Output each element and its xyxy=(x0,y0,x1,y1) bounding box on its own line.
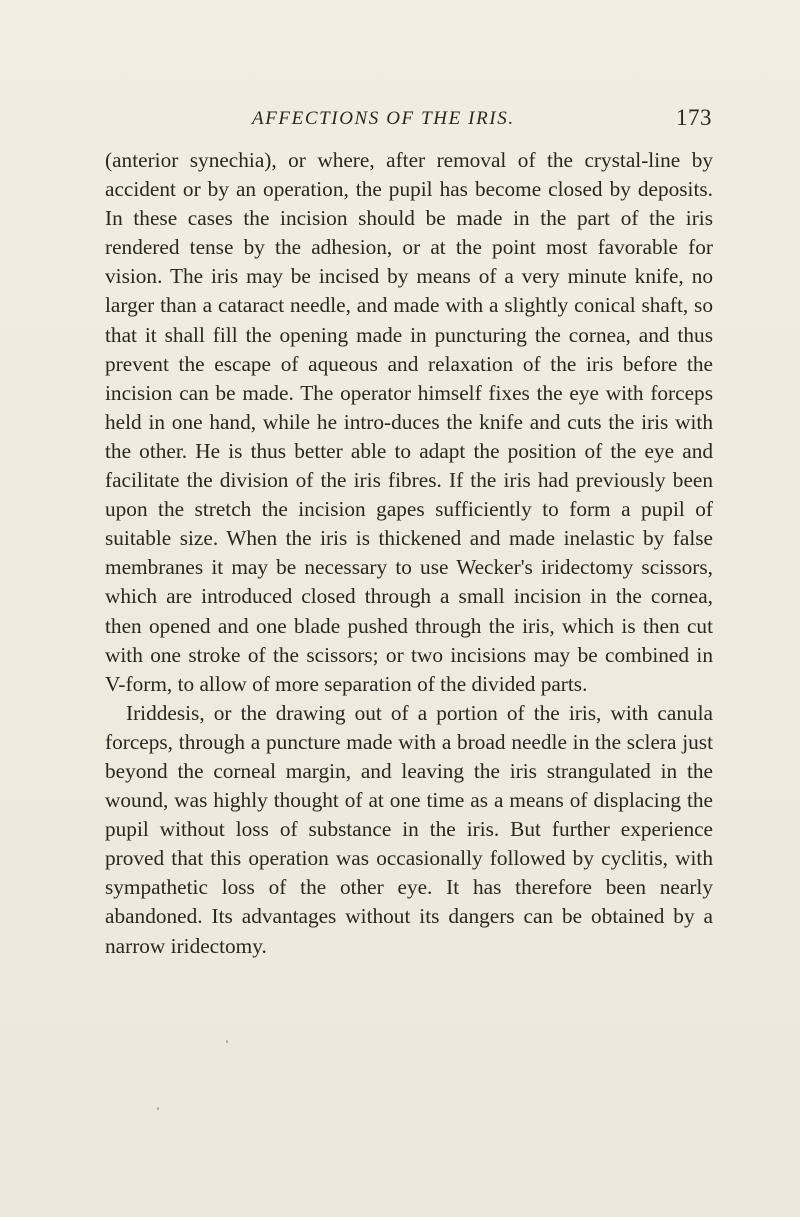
chapter-title: AFFECTIONS OF THE IRIS. xyxy=(252,108,515,129)
paragraph: (anterior synechia), or where, after removal of the crystal-line by accident or by an operation, the pupil has become closed by deposits. In these cases the incision should be made in the part of the iris rendered tense by the adhesion, or at the point most favorable for vision. The iris may be incised by means of a very minute knife, no larger than a cataract needle, and made with a slightly conical shaft, so that it shall fill the opening made in puncturing the cornea, and thus prevent the escape of aqueous and relaxation of the iris before the incision can be made. The operator himself fixes the eye with forceps held in one hand, while he intro-duces the knife and cuts the iris with the other. He is thus better able to adapt the position of the eye and facilitate the division of the iris fibres. If the iris had previously been upon the stretch the incision gapes sufficiently to form a pupil of suitable size. When the iris is thickened and made inelastic by false membranes it may be necessary to use Wecker's iridectomy scissors, which are introduced closed through a small incision in the cornea, then opened and one blade pushed through the iris, which is then cut with one stroke of the scissors; or two incisions may be combined in V-form, to allow of more separation of the divided parts. xyxy=(105,148,713,696)
page-number: 173 xyxy=(676,105,712,130)
running-head xyxy=(252,105,712,138)
body-text xyxy=(105,146,713,961)
paper-speck xyxy=(226,1040,228,1043)
paragraph: Iriddesis, or the drawing out of a portion of the iris, with canula forceps, through a puncture made with a broad needle in the sclera just beyond the corneal margin, and leaving the iris strangulated in the wound, was highly thought of at one time as a means of displacing the pupil without loss of substance in the iris. But further experience proved that this operation was occasionally followed by cyclitis, with sympathetic loss of the other eye. It has therefore been nearly abandoned. Its advantages without its dangers can be obtained by a narrow iridectomy. xyxy=(105,700,713,958)
paper-speck xyxy=(157,1107,159,1110)
